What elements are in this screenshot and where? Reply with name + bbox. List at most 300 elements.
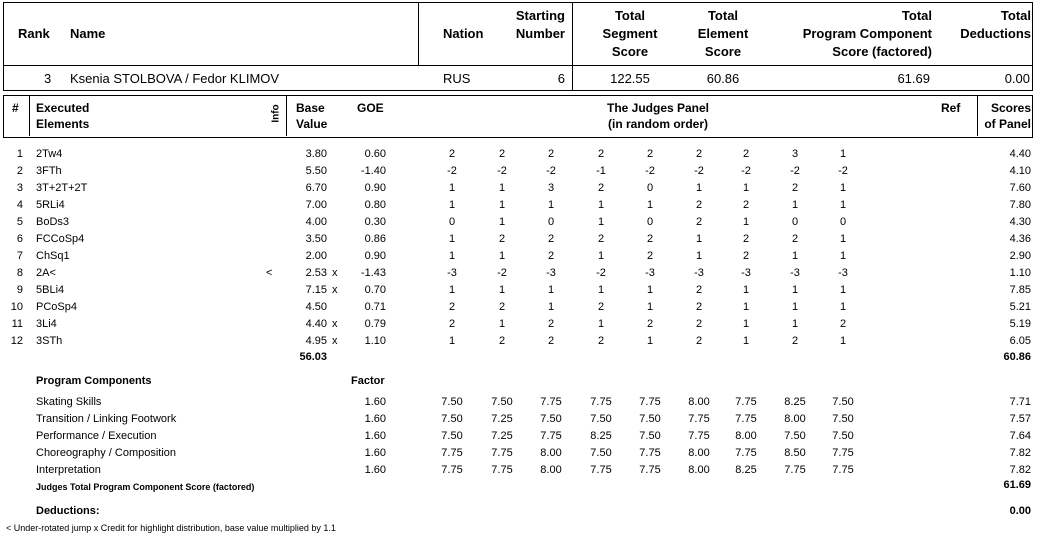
pc-factor: 1.60 bbox=[364, 447, 386, 459]
element-panel-score: 4.40 bbox=[1009, 148, 1031, 160]
element-goe: 0.70 bbox=[364, 284, 386, 296]
element-number: 9 bbox=[16, 284, 23, 296]
element-goe: 0.71 bbox=[364, 301, 386, 313]
judge-score: 2 bbox=[646, 148, 654, 160]
judge-score: 2 bbox=[695, 335, 703, 347]
pc-judge-score: 7.50 bbox=[639, 413, 661, 425]
pc-name: Choreography / Composition bbox=[36, 447, 177, 459]
judge-score: 1 bbox=[791, 284, 799, 296]
judge-score: 2 bbox=[597, 301, 605, 313]
element-panel-score: 4.36 bbox=[1009, 233, 1031, 245]
skater-tss: 122.55 bbox=[610, 71, 650, 86]
judge-score: -2 bbox=[790, 165, 800, 177]
judge-score: 1 bbox=[597, 216, 605, 228]
judge-score: 1 bbox=[695, 250, 703, 262]
element-base: 3.80 bbox=[305, 148, 327, 160]
pc-row bbox=[0, 462, 1038, 479]
element-panel-score: 6.05 bbox=[1009, 335, 1031, 347]
element-x-flag: x bbox=[332, 318, 338, 330]
pc-judge-score: 7.50 bbox=[832, 413, 854, 425]
judge-score: 2 bbox=[695, 199, 703, 211]
element-panel-score: 7.60 bbox=[1009, 182, 1031, 194]
judge-score: 1 bbox=[646, 284, 654, 296]
table-row bbox=[0, 248, 1038, 265]
pc-row bbox=[0, 445, 1038, 462]
deductions-value: 0.00 bbox=[1009, 505, 1031, 517]
scores-line1: Scores bbox=[990, 101, 1031, 115]
pc-judge-score: 7.50 bbox=[540, 413, 562, 425]
element-code: BoDs3 bbox=[36, 216, 70, 228]
judge-score: -2 bbox=[838, 165, 848, 177]
judge-score: 2 bbox=[742, 250, 750, 262]
judge-score: 2 bbox=[597, 148, 605, 160]
judge-score: 1 bbox=[448, 250, 456, 262]
judge-score: 1 bbox=[547, 199, 555, 211]
judge-score: 3 bbox=[547, 182, 555, 194]
element-base: 4.00 bbox=[305, 216, 327, 228]
pc-panel-score: 7.82 bbox=[1009, 447, 1031, 459]
element-code: 5RLi4 bbox=[36, 199, 65, 211]
judge-score: 1 bbox=[791, 199, 799, 211]
base-value-header bbox=[296, 100, 327, 132]
element-x-flag: x bbox=[332, 335, 338, 347]
judge-score: 0 bbox=[448, 216, 456, 228]
judge-score: -3 bbox=[838, 267, 848, 279]
judge-score: -2 bbox=[546, 165, 556, 177]
judge-score: 2 bbox=[695, 318, 703, 330]
judge-score: 1 bbox=[695, 233, 703, 245]
judge-score: 2 bbox=[547, 148, 555, 160]
element-x-flag: x bbox=[332, 284, 338, 296]
pc-judge-score: 8.00 bbox=[540, 464, 562, 476]
judge-score: 2 bbox=[498, 301, 506, 313]
ded-line2: Deductions bbox=[960, 26, 1031, 41]
pc-panel-score: 7.64 bbox=[1009, 430, 1031, 442]
element-number: 3 bbox=[16, 182, 23, 194]
element-base: 4.50 bbox=[305, 301, 327, 313]
judge-score: 2 bbox=[547, 318, 555, 330]
judge-score: 2 bbox=[498, 233, 506, 245]
judge-score: 1 bbox=[547, 284, 555, 296]
pc-factor: 1.60 bbox=[364, 396, 386, 408]
header-vline-1 bbox=[418, 3, 419, 65]
tss-line1: Total bbox=[614, 8, 646, 23]
element-goe: 0.60 bbox=[364, 148, 386, 160]
element-panel-score: 5.21 bbox=[1009, 301, 1031, 313]
judge-score: 2 bbox=[448, 318, 456, 330]
judge-score: 1 bbox=[742, 182, 750, 194]
pc-judge-score: 7.75 bbox=[735, 413, 757, 425]
pc-judge-score: 7.75 bbox=[491, 464, 513, 476]
pc-name: Skating Skills bbox=[36, 396, 102, 408]
skater-nation: RUS bbox=[443, 71, 471, 86]
pc-judge-score: 7.75 bbox=[735, 447, 757, 459]
pc-name: Performance / Execution bbox=[36, 430, 157, 442]
judge-score: 1 bbox=[839, 284, 847, 296]
pc-judge-score: 7.75 bbox=[441, 447, 463, 459]
judge-score: 3 bbox=[791, 148, 799, 160]
judge-score: 1 bbox=[448, 335, 456, 347]
tes-label bbox=[683, 7, 763, 61]
table-row bbox=[0, 163, 1038, 180]
ded-line1: Total bbox=[1000, 8, 1031, 23]
judge-score: 2 bbox=[791, 182, 799, 194]
judge-score: 2 bbox=[597, 335, 605, 347]
el-vline-2 bbox=[286, 96, 287, 136]
judge-score: 1 bbox=[498, 250, 506, 262]
skater-start: 6 bbox=[557, 71, 565, 86]
element-code: ChSq1 bbox=[36, 250, 70, 262]
judge-score: -3 bbox=[790, 267, 800, 279]
pc-judge-score: 7.75 bbox=[639, 396, 661, 408]
judges-line1: The Judges Panel bbox=[606, 101, 710, 115]
element-goe: -1.43 bbox=[360, 267, 386, 279]
header-vline-2 bbox=[572, 3, 573, 90]
element-goe: 0.80 bbox=[364, 199, 386, 211]
skater-rank: 3 bbox=[44, 71, 52, 86]
element-panel-score: 2.90 bbox=[1009, 250, 1031, 262]
judge-score: 1 bbox=[839, 182, 847, 194]
elements-header-box bbox=[3, 95, 1033, 138]
pc-judge-score: 7.75 bbox=[832, 447, 854, 459]
rank-label: Rank bbox=[18, 26, 50, 41]
el-vline-1 bbox=[29, 96, 30, 136]
pc-judge-score: 7.75 bbox=[832, 464, 854, 476]
pc-row bbox=[0, 428, 1038, 445]
pc-judge-score: 7.75 bbox=[590, 396, 612, 408]
pcs-total-label: Judges Total Program Component Score (factored) bbox=[36, 482, 255, 492]
pc-factor: 1.60 bbox=[364, 430, 386, 442]
element-base: 4.40 bbox=[305, 318, 327, 330]
pc-judge-score: 7.50 bbox=[832, 430, 854, 442]
table-row bbox=[0, 197, 1038, 214]
pcs-line2: Program Component bbox=[802, 26, 932, 41]
judge-score: 1 bbox=[742, 335, 750, 347]
starting-line2: Number bbox=[515, 26, 565, 41]
pc-factor: 1.60 bbox=[364, 413, 386, 425]
table-row bbox=[0, 180, 1038, 197]
pc-row bbox=[0, 394, 1038, 411]
exec-line2: Elements bbox=[36, 117, 90, 131]
scores-line2: of Panel bbox=[984, 117, 1031, 131]
element-base: 7.15 bbox=[305, 284, 327, 296]
element-base: 5.50 bbox=[305, 165, 327, 177]
ref-header: Ref bbox=[941, 101, 961, 115]
judge-score: 1 bbox=[646, 301, 654, 313]
pc-judge-score: 7.50 bbox=[441, 430, 463, 442]
table-row bbox=[0, 265, 1038, 282]
pc-judge-score: 7.75 bbox=[590, 464, 612, 476]
pc-judge-score: 7.75 bbox=[639, 447, 661, 459]
judge-score: 1 bbox=[742, 216, 750, 228]
judge-score: 1 bbox=[695, 182, 703, 194]
tes-line2: Element bbox=[697, 26, 749, 41]
pc-judge-score: 7.50 bbox=[832, 396, 854, 408]
element-panel-score: 5.19 bbox=[1009, 318, 1031, 330]
table-row bbox=[0, 231, 1038, 248]
judge-score: 1 bbox=[791, 318, 799, 330]
judge-score: 1 bbox=[448, 233, 456, 245]
element-number: 2 bbox=[16, 165, 23, 177]
judge-score: -2 bbox=[497, 267, 507, 279]
element-number: 7 bbox=[16, 250, 23, 262]
pc-judge-score: 7.50 bbox=[441, 413, 463, 425]
goe-header: GOE bbox=[357, 101, 384, 115]
element-goe: 0.30 bbox=[364, 216, 386, 228]
judge-score: -2 bbox=[596, 267, 606, 279]
pc-judge-score: 8.00 bbox=[540, 447, 562, 459]
element-panel-score: 1.10 bbox=[1009, 267, 1031, 279]
tss-line3: Score bbox=[611, 44, 649, 59]
judge-score: 0 bbox=[646, 182, 654, 194]
judge-score: 1 bbox=[498, 216, 506, 228]
element-goe: -1.40 bbox=[360, 165, 386, 177]
judge-score: -3 bbox=[694, 267, 704, 279]
pc-judge-score: 7.75 bbox=[688, 413, 710, 425]
judge-score: 1 bbox=[597, 318, 605, 330]
judge-score: 2 bbox=[695, 148, 703, 160]
judge-score: 1 bbox=[646, 199, 654, 211]
element-base: 3.50 bbox=[305, 233, 327, 245]
judge-score: 1 bbox=[498, 284, 506, 296]
pc-panel-score: 7.57 bbox=[1009, 413, 1031, 425]
element-x-flag: x bbox=[332, 267, 338, 279]
element-goe: 0.90 bbox=[364, 182, 386, 194]
judge-score: -2 bbox=[645, 165, 655, 177]
pc-judge-score: 8.00 bbox=[688, 464, 710, 476]
pc-judge-score: 7.50 bbox=[590, 413, 612, 425]
table-row bbox=[0, 316, 1038, 333]
judge-score: -2 bbox=[447, 165, 457, 177]
judge-score: 2 bbox=[695, 216, 703, 228]
pc-header: Program Components bbox=[36, 375, 152, 387]
judge-score: 2 bbox=[742, 199, 750, 211]
pc-judge-score: 8.00 bbox=[688, 447, 710, 459]
num-header: # bbox=[12, 101, 19, 115]
judge-score: 0 bbox=[791, 216, 799, 228]
judge-score: 1 bbox=[597, 250, 605, 262]
element-panel-score: 4.10 bbox=[1009, 165, 1031, 177]
element-panel-score: 4.30 bbox=[1009, 216, 1031, 228]
judge-score: 2 bbox=[742, 148, 750, 160]
element-goe: 0.90 bbox=[364, 250, 386, 262]
name-label: Name bbox=[70, 26, 106, 41]
pc-judge-score: 7.75 bbox=[784, 464, 806, 476]
pc-judge-score: 7.50 bbox=[639, 430, 661, 442]
pc-judge-score: 7.75 bbox=[540, 430, 562, 442]
judge-score: -3 bbox=[741, 267, 751, 279]
pc-judge-score: 7.25 bbox=[491, 430, 513, 442]
element-code: 3FTh bbox=[36, 165, 62, 177]
judge-score: 1 bbox=[791, 301, 799, 313]
judge-score: 2 bbox=[742, 233, 750, 245]
judge-score: 0 bbox=[646, 216, 654, 228]
judges-line2: (in random order) bbox=[607, 117, 708, 131]
element-number: 10 bbox=[10, 301, 23, 313]
judge-score: 1 bbox=[839, 148, 847, 160]
pcs-label bbox=[780, 7, 932, 61]
nation-label: Nation bbox=[443, 26, 484, 41]
element-number: 1 bbox=[16, 148, 23, 160]
judge-score: 0 bbox=[547, 216, 555, 228]
judge-score: 1 bbox=[498, 318, 506, 330]
judge-score: 2 bbox=[597, 233, 605, 245]
element-number: 12 bbox=[10, 335, 23, 347]
judge-score: 2 bbox=[498, 148, 506, 160]
judge-score: -2 bbox=[497, 165, 507, 177]
element-code: 3STh bbox=[36, 335, 63, 347]
deductions-row-label: Deductions: bbox=[36, 505, 100, 517]
table-row bbox=[0, 299, 1038, 316]
factor-header: Factor bbox=[351, 375, 385, 387]
base-line2: Value bbox=[296, 117, 328, 131]
element-base: 2.53 bbox=[305, 267, 327, 279]
judge-score: 1 bbox=[839, 335, 847, 347]
judge-score: 2 bbox=[646, 250, 654, 262]
element-code: FCCoSp4 bbox=[36, 233, 85, 245]
pc-judge-score: 8.00 bbox=[735, 430, 757, 442]
judge-score: 1 bbox=[547, 301, 555, 313]
judge-score: -3 bbox=[645, 267, 655, 279]
judge-score: 2 bbox=[448, 301, 456, 313]
judge-score: 1 bbox=[742, 284, 750, 296]
footnote: < Under-rotated jump x Credit for highlight distribution, base value multiplied by 1.1 bbox=[6, 523, 336, 533]
pc-judge-score: 7.25 bbox=[491, 413, 513, 425]
header-divider bbox=[4, 65, 1032, 66]
judge-score: 1 bbox=[498, 182, 506, 194]
judge-score: 2 bbox=[448, 148, 456, 160]
judge-score: 1 bbox=[646, 335, 654, 347]
table-row bbox=[0, 333, 1038, 350]
judge-score: 2 bbox=[597, 182, 605, 194]
tes-line1: Total bbox=[707, 8, 739, 23]
judge-score: 1 bbox=[597, 199, 605, 211]
element-base: 7.00 bbox=[305, 199, 327, 211]
judge-score: 1 bbox=[597, 284, 605, 296]
element-code: 2A< bbox=[36, 267, 56, 279]
info-header: Info bbox=[270, 104, 282, 123]
judge-score: 1 bbox=[742, 301, 750, 313]
pc-factor: 1.60 bbox=[364, 464, 386, 476]
judge-score: 1 bbox=[839, 199, 847, 211]
pcs-total: 61.69 bbox=[1003, 479, 1031, 491]
judge-score: 2 bbox=[695, 301, 703, 313]
skater-ded: 0.00 bbox=[1004, 71, 1030, 86]
judge-score: 1 bbox=[448, 199, 456, 211]
judge-score: -1 bbox=[596, 165, 606, 177]
deductions-label bbox=[940, 7, 1031, 43]
element-goe: 1.10 bbox=[364, 335, 386, 347]
judge-score: 2 bbox=[839, 318, 847, 330]
pcs-line1: Total bbox=[901, 8, 932, 23]
element-goe: 0.79 bbox=[364, 318, 386, 330]
judge-score: 2 bbox=[646, 233, 654, 245]
pc-judge-score: 8.50 bbox=[784, 447, 806, 459]
skater-tes: 60.86 bbox=[706, 71, 740, 86]
judge-score: -2 bbox=[741, 165, 751, 177]
element-base: 6.70 bbox=[305, 182, 327, 194]
pc-name: Interpretation bbox=[36, 464, 101, 476]
element-number: 4 bbox=[16, 199, 23, 211]
table-row bbox=[0, 214, 1038, 231]
judge-score: -3 bbox=[447, 267, 457, 279]
pcs-line3: Score (factored) bbox=[832, 44, 932, 59]
pc-judge-score: 8.00 bbox=[784, 413, 806, 425]
pc-judge-score: 7.50 bbox=[784, 430, 806, 442]
table-row bbox=[0, 282, 1038, 299]
pc-judge-score: 8.25 bbox=[590, 430, 612, 442]
skater-pcs: 61.69 bbox=[897, 71, 930, 86]
judge-score: 1 bbox=[791, 250, 799, 262]
judge-score: 2 bbox=[791, 233, 799, 245]
pc-judge-score: 7.75 bbox=[735, 396, 757, 408]
element-info: < bbox=[266, 267, 273, 279]
pc-judge-score: 8.25 bbox=[735, 464, 757, 476]
judge-score: 1 bbox=[498, 199, 506, 211]
pc-judge-score: 7.50 bbox=[441, 396, 463, 408]
base-line1: Base bbox=[296, 101, 325, 115]
tes-line3: Score bbox=[704, 44, 742, 59]
element-number: 6 bbox=[16, 233, 23, 245]
skater-name: Ksenia STOLBOVA / Fedor KLIMOV bbox=[70, 71, 280, 86]
tss-label bbox=[590, 7, 670, 61]
element-code: 2Tw4 bbox=[36, 148, 63, 160]
element-panel-score: 7.80 bbox=[1009, 199, 1031, 211]
judge-score: 2 bbox=[695, 284, 703, 296]
judge-score: 1 bbox=[742, 318, 750, 330]
base-total: 56.03 bbox=[299, 351, 327, 363]
judge-score: 2 bbox=[547, 233, 555, 245]
pc-row bbox=[0, 411, 1038, 428]
judge-score: 2 bbox=[498, 335, 506, 347]
judge-score: 2 bbox=[791, 335, 799, 347]
element-goe: 0.86 bbox=[364, 233, 386, 245]
judge-score: -2 bbox=[694, 165, 704, 177]
pc-judge-score: 7.75 bbox=[688, 430, 710, 442]
starting-line1: Starting bbox=[515, 8, 565, 23]
element-code: 3Li4 bbox=[36, 318, 57, 330]
elements-total: 60.86 bbox=[1003, 351, 1031, 363]
element-code: 3T+2T+2T bbox=[36, 182, 88, 194]
tss-line2: Segment bbox=[602, 26, 658, 41]
element-code: 5BLi4 bbox=[36, 284, 65, 296]
element-panel-score: 7.85 bbox=[1009, 284, 1031, 296]
pc-judge-score: 8.25 bbox=[784, 396, 806, 408]
judge-score: -3 bbox=[546, 267, 556, 279]
table-row bbox=[0, 146, 1038, 163]
element-number: 8 bbox=[16, 267, 23, 279]
executed-elements-header bbox=[36, 100, 89, 132]
judge-score: 1 bbox=[839, 233, 847, 245]
element-number: 5 bbox=[16, 216, 23, 228]
judge-score: 1 bbox=[839, 301, 847, 313]
pc-name: Transition / Linking Footwork bbox=[36, 413, 177, 425]
starting-number-label bbox=[500, 7, 565, 43]
judge-score: 2 bbox=[547, 335, 555, 347]
element-base: 4.95 bbox=[305, 335, 327, 347]
pc-panel-score: 7.71 bbox=[1009, 396, 1031, 408]
judge-score: 2 bbox=[547, 250, 555, 262]
element-base: 2.00 bbox=[305, 250, 327, 262]
judges-panel-header bbox=[568, 100, 748, 132]
pc-judge-score: 8.00 bbox=[688, 396, 710, 408]
judge-score: 0 bbox=[839, 216, 847, 228]
element-number: 11 bbox=[11, 318, 23, 330]
exec-line1: Executed bbox=[36, 101, 90, 115]
pc-judge-score: 7.50 bbox=[491, 396, 513, 408]
element-code: PCoSp4 bbox=[36, 301, 77, 313]
judge-score: 1 bbox=[839, 250, 847, 262]
